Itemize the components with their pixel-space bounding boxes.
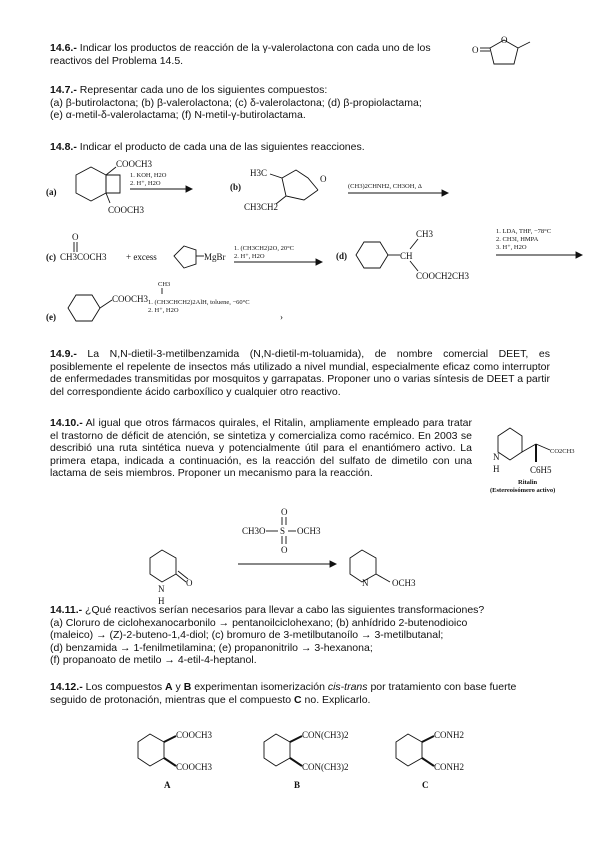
substituent-bottom: COOCH3 (176, 762, 213, 772)
reagent-2: 2. H⁺, H2O (130, 180, 161, 187)
problem-text: Indicar los productos de reacción de la γ-valerolactona con cada uno de los reactivos del Problema 14.5. (50, 42, 431, 67)
problem-text: La N,N-dietil-3-metilbenzamida (N,N-dietil-m-toluamida), de nombre comercial DEET, es posiblemente el repelente de insectos más utilizado a nivel mundial, especialmente eficaz como interruptor de enfermedades transmitidas por mosquitos y garrapatas. Proponer uno o varias síntesis de DEET a partir del correspondiente ácido carboxílico y cualquier otro reactivo. (50, 348, 550, 398)
problem-number: 14.7.- (50, 84, 77, 96)
compound-label: B (294, 780, 301, 790)
substituent-bottom: CONH2 (434, 762, 465, 772)
ester-top: COOCH3 (116, 159, 153, 169)
reaction-b (230, 160, 550, 220)
methine: CH (400, 251, 413, 261)
reaction-label: (c) (46, 252, 56, 262)
reagent-3: 3. H⁺, H2O (496, 244, 527, 251)
reaction-c (46, 228, 326, 276)
lactam-n: N (158, 584, 165, 594)
methyl: CH3 (416, 229, 434, 239)
problem-number: 14.10.- (50, 417, 83, 429)
sulfate-left: CH3O (242, 526, 266, 536)
reaction-a (46, 155, 196, 225)
ester-bottom: COOCH3 (108, 205, 145, 215)
compound-a-structure (128, 720, 238, 800)
compound-b-structure (254, 720, 374, 800)
methyl: CH3 (158, 281, 171, 288)
ritalin-structure (484, 418, 594, 508)
problem-14-6 (50, 42, 460, 67)
sulfate-right: OCH3 (297, 526, 321, 536)
phenyl: C6H5 (530, 465, 552, 475)
substituent-top: CON(CH3)2 (302, 730, 349, 740)
problem-text: Representar cada uno de los siguientes compuestos: (76, 84, 328, 96)
problem-number: 14.9.- (50, 348, 77, 360)
reagent-1: 1. KOH, H2O (130, 172, 167, 179)
hydrogen: H (493, 464, 500, 474)
reagent-1: 1. (CH3CH2)2O, 20°C (234, 245, 295, 252)
cis-trans-term: cis-trans (327, 681, 368, 693)
carbonyl-o: O (72, 232, 79, 242)
ester: COOCH3 (112, 294, 149, 304)
problem-number: 14.12.- (50, 681, 83, 693)
ring-o: O (320, 174, 327, 184)
ritalin-subtitle: (Estereoisómero activo) (490, 487, 556, 494)
reaction-d (336, 225, 586, 285)
sulfate-o-bottom: O (281, 545, 288, 555)
problem-14-11 (50, 604, 560, 667)
product-n: N (362, 578, 369, 588)
problem-14-8 (50, 141, 550, 154)
ethyl: CH3CH2 (244, 202, 279, 212)
problem-14-12: 14.12.- Los compuestos A y B experimentan isomerización cis-trans por tratamiento con base fuerte seguido de protonación, mientras que el compuesto C no. Explicarlo. (50, 681, 517, 706)
product-methoxy: OCH3 (392, 578, 416, 588)
transformation-line-2: (maleico) → (Z)-2-buteno-1,4-diol; (c) bromuro de 3-metilbutanoílo → 3-metilbutanal; (50, 629, 444, 642)
reagent-2: 2. CH3I, HMPA (496, 236, 539, 243)
compound-c-ref: C (294, 693, 302, 706)
problem-text: Indicar el producto de cada una de las siguientes reacciones. (76, 141, 365, 153)
problem-text: Al igual que otros fármacos quirales, el Ritalin, ampliamente empleado para tratar el trastorno de déficit de atención, se sintetiza y comercializa como racémico. En 2003 se describió una ruta sintética nueva y potencialmente útil para el enantiómero activo. La primera etapa, indicada a continuación, es la reacción del sulfato de dimetilo con una lactama de seis miembros. Proponer un mecanismo para la reacción. (50, 417, 472, 480)
ester: CO2CH3 (550, 448, 575, 455)
reagent-2: 2. H⁺, H2O (148, 307, 179, 314)
transformation-line-3: (d) benzamida → 1-fenilmetilamina; (e) propanonitrilo → 3-hexanona; (50, 641, 373, 654)
compound-b-ref: B (183, 681, 192, 693)
plus-excess: + excess (126, 252, 157, 262)
reaction-label: (d) (336, 251, 347, 261)
problem-number: 14.8.- (50, 141, 77, 153)
transformation-line-4: (f) propanoato de metilo → 4-etil-4-heptanol. (50, 654, 257, 667)
compound-c-structure (386, 720, 486, 800)
reagent-1: 1. (CH3CHCH2)2AlH, toluene, −60°C (148, 299, 250, 306)
transformation-line-1: (a) Cloruro de ciclohexanocarbonilo → pentanoilciclohexano; (b) anhídrido 2-butenodioico (50, 616, 468, 629)
problem-number: 14.11.- (50, 604, 83, 616)
reagent-2: 2. H⁺, H2O (234, 253, 265, 260)
reaction-label: (a) (46, 187, 57, 197)
methyl-acetate: CH3COCH3 (60, 252, 107, 262)
lactam-o: O (186, 578, 193, 588)
compound-a-ref: A (165, 681, 173, 693)
problem-14-10 (50, 417, 472, 480)
sulfate-o-top: O (281, 507, 288, 517)
ring-o: O (501, 35, 508, 45)
problem-text: ¿Qué reactivos serían necesarios para llevar a cabo las siguientes transformaciones? (82, 604, 485, 616)
lactam-h: H (158, 596, 165, 606)
compound-label: A (164, 780, 171, 790)
reaction-label: (b) (230, 182, 241, 192)
substituent-bottom: CON(CH3)2 (302, 762, 349, 772)
reagent: (CH3)2CHNH2, CH3OH, Δ (348, 183, 422, 190)
reagent-1: 1. LDA, THF, −78°C (496, 228, 552, 235)
problem-number: 14.6.- (50, 42, 77, 54)
reaction-label: (e) (46, 312, 56, 322)
nitrogen: N (493, 452, 500, 462)
substituent-top: CONH2 (434, 730, 465, 740)
compound-label: C (422, 780, 429, 790)
lactam-methylation-reaction (140, 506, 470, 606)
substituent-top: COOCH3 (176, 730, 213, 740)
arrow-tail: › (280, 312, 283, 322)
gamma-valerolactone-structure (470, 30, 550, 80)
grignard: MgBr (204, 252, 226, 262)
problem-14-7 (50, 84, 550, 122)
ethyl-ester: COOCH2CH3 (416, 271, 470, 281)
compound-list-line-2: (e) α-metil-δ-valerolactama; (f) N-metil-γ-butirolactama. (50, 109, 306, 122)
problem-14-9 (50, 348, 550, 398)
carbonyl-o: O (472, 45, 479, 55)
methyl: H3C (250, 168, 268, 178)
ritalin-name: Ritalin (518, 479, 538, 486)
compound-list-line-1: (a) β-butirolactona; (b) β-valerolactona; (c) δ-valerolactona; (d) β-propiolactama; (50, 96, 422, 109)
sulfur: S (280, 526, 286, 536)
reaction-e (46, 278, 326, 328)
